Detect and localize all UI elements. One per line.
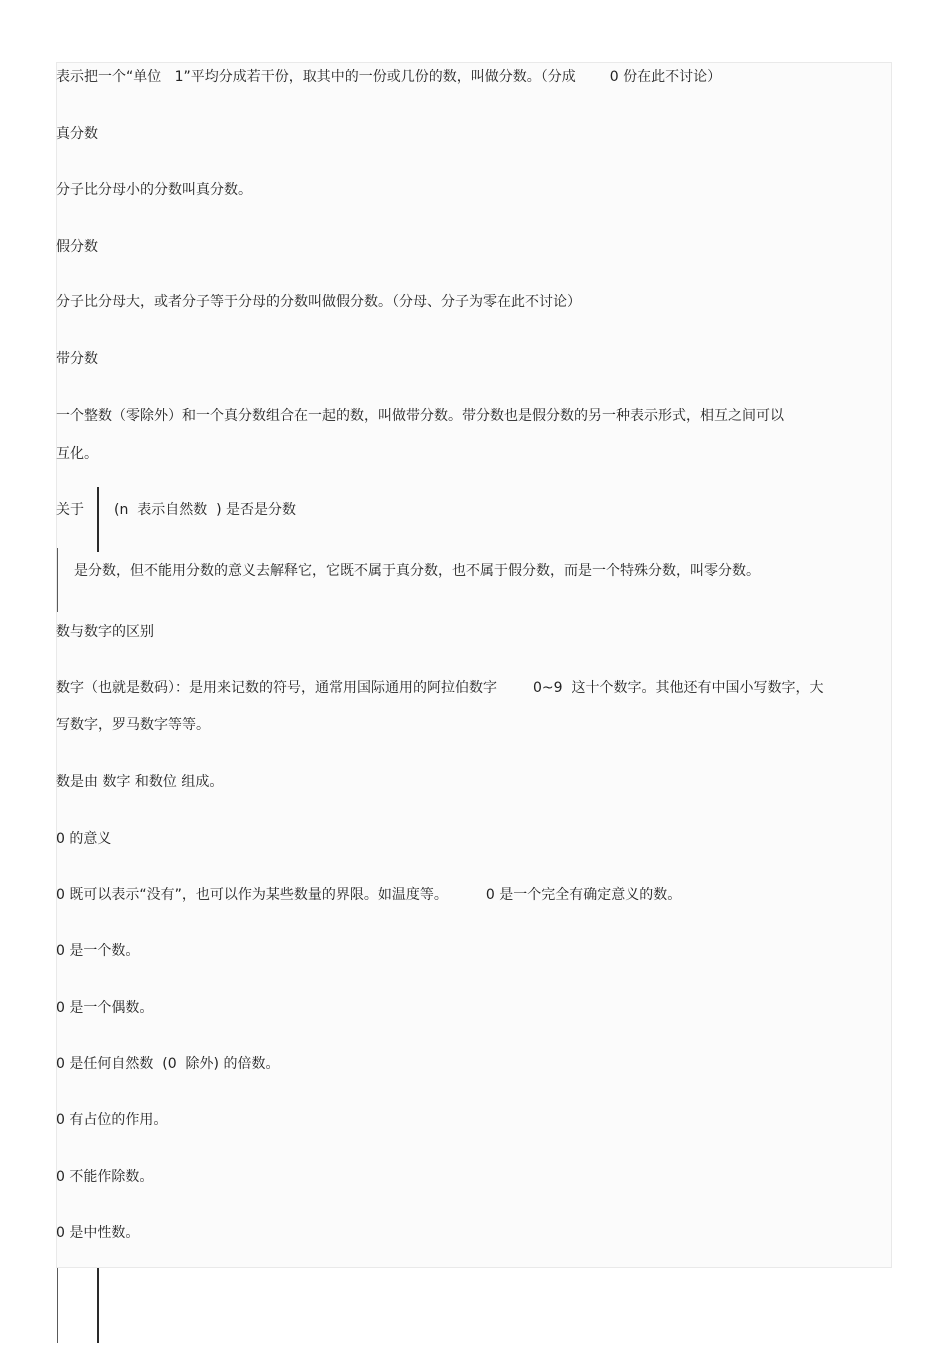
proper-fraction-heading: 真分数	[56, 126, 98, 142]
mixed-number-heading: 带分数	[56, 351, 98, 367]
zero-fact-item: 0 是一个数。	[56, 943, 140, 959]
fraction-bar-graphic-left	[57, 548, 58, 612]
bottom-bar-graphic-right	[97, 1268, 99, 1343]
zero-meaning-definition	[56, 886, 681, 904]
about-question: (n 表示自然数 ) 是否是分数	[114, 502, 297, 518]
zero-fact-item: 0 不能作除数。	[56, 1169, 154, 1185]
zero-fact-item: 0 有占位的作用。	[56, 1112, 168, 1128]
digit-definition-line-2: 写数字，罗马数字等等。	[56, 717, 210, 733]
about-answer: 是分数，但不能用分数的意义去解释它，它既不属于真分数，也不属于假分数，而是一个特殊分数，叫零分数。	[74, 563, 760, 579]
digit-definition-part-1: 数字（也就是数码）：是用来记数的符号，通常用国际通用的阿拉伯数字	[56, 680, 497, 696]
zero-meaning-heading: 0 的意义	[56, 831, 112, 847]
fraction-bar-graphic	[97, 487, 99, 552]
digit-definition-line-1	[56, 679, 823, 697]
fraction-definition	[56, 68, 721, 86]
proper-fraction-definition: 分子比分母小的分数叫真分数。	[56, 182, 252, 198]
digit-definition-part-2: 0~9 这十个数字。其他还有中国小写数字，大	[533, 680, 824, 696]
zero-fact-item: 0 是任何自然数 (0 除外) 的倍数。	[56, 1056, 280, 1072]
improper-fraction-definition: 分子比分母大，或者分子等于分母的分数叫做假分数。（分母、分子为零在此不讨论）	[56, 294, 581, 310]
zero-fact-item: 0 是中性数。	[56, 1225, 140, 1241]
mixed-number-definition-line-1: 一个整数（零除外）和一个真分数组合在一起的数，叫做带分数。带分数也是假分数的另一种表示形式，相互之间可以	[56, 408, 784, 424]
bottom-bar-graphic-left	[57, 1268, 58, 1343]
zero-definition-part-2: 0 是一个完全有确定意义的数。	[485, 887, 682, 903]
document-panel	[56, 62, 892, 1268]
zero-definition-part-1: 0 既可以表示“没有”，也可以作为某些数量的界限。如温度等。	[56, 887, 448, 903]
fraction-definition-part-2: 0 份在此不讨论）	[609, 69, 722, 85]
digit-vs-number-heading: 数与数字的区别	[56, 624, 154, 640]
zero-fact-item: 0 是一个偶数。	[56, 1000, 154, 1016]
number-composition: 数是由 数字 和数位 组成。	[56, 774, 224, 790]
about-label: 关于	[56, 502, 84, 518]
mixed-number-definition-line-2: 互化。	[56, 446, 98, 462]
improper-fraction-heading: 假分数	[56, 239, 98, 255]
fraction-definition-part-1: 表示把一个“单位 1”平均分成若干份，取其中的一份或几份的数，叫做分数。（分成	[56, 69, 576, 85]
